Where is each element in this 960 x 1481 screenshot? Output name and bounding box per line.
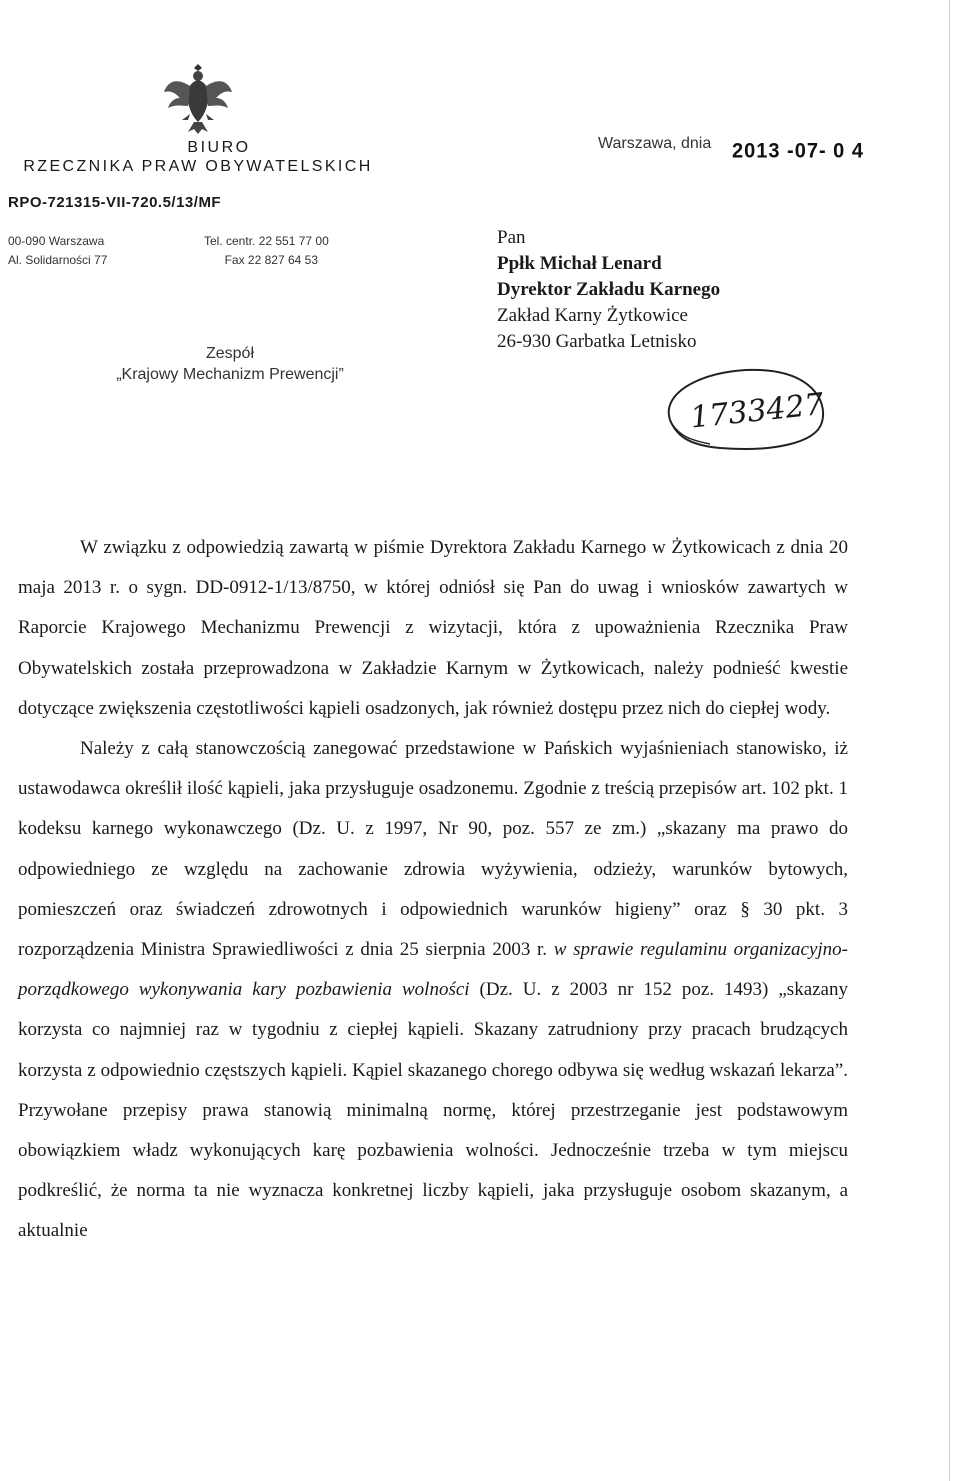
recipient-salutation: Pan [497, 227, 526, 248]
team-line-1: Zespół [205, 345, 255, 362]
regulation-title: w sprawie regulaminu organizacyjno-porządkowego wykonywania kary pozbawienia wolności [18, 939, 848, 1001]
recipient-title: Dyrektor Zakładu Karnego [497, 279, 721, 300]
fax-number: Fax 22 827 64 53 [224, 253, 318, 267]
letter-body [18, 528, 848, 1252]
postal-address [8, 232, 107, 270]
team-name [80, 343, 380, 385]
address-line-1: 00-090 Warszawa [8, 234, 105, 248]
recipient-block [497, 225, 720, 355]
registration-number: 1733427 [688, 386, 826, 436]
registration-stamp [650, 360, 830, 458]
team-line-2: „Krajowy Mechanizm Prewencji” [116, 366, 344, 383]
paragraph-2 [18, 729, 848, 1252]
date-label: Warszawa, dnia [598, 135, 712, 152]
recipient-institution: Zakład Karny Żytkowice [497, 305, 688, 326]
office-name [8, 138, 388, 176]
recipient-address: 26-930 Garbatka Letnisko [497, 331, 697, 352]
contact-numbers [204, 232, 329, 270]
date-stamp: 2013 -07- 0 4 [732, 139, 864, 163]
reference-number: RPO-721315-VII-720.5/13/MF [8, 194, 222, 211]
paragraph-1: W związku z odpowiedzią zawartą w piśmie Dyrektora Zakładu Karnego w Żytkowicach z dnia 20 maja 2013 r. o sygn. DD-0912-1/13/8750, w której odniósł się Pan do uwag i wniosków zawartych w Raporcie Krajowego Mechanizmu Prewencji z wizytacji, która z upoważnienia Rzecznika Praw Obywatelskich została przeprowadzona w Zakładzie Karnym w Żytkowicach, należy podnieść kwestie dotyczące zwiększenia częstotliwości kąpieli osadzonych, jak również dostępu przez nich do ciepłej wody. [18, 537, 848, 719]
phone-number: Tel. centr. 22 551 77 00 [204, 234, 329, 248]
paragraph-2-part-b: (Dz. U. z 2003 nr 152 poz. 1493) „skazany korzysta co najmniej raz w tygodniu z ciepłej kąpieli. Skazany zatrudniony przy pracach brudzących korzysta z odpowiednio częstszych kąpieli. Kąpiel skazanego chorego odbywa się według wskazań lekarza”. Przywołane przepisy prawa stanowią minimalną normę, której przestrzeganie jest podstawowym obowiązkiem władz wykonujących karę pozbawienia wolności. Jednocześnie trzeba w tym miejscu podkreślić, że norma ta nie wyznacza konkretnej liczby kąpieli, jaka przysługuje osobom skazanym, a aktualnie [18, 979, 848, 1242]
office-line-2: RZECZNIKA PRAW OBYWATELSKICH [23, 158, 373, 175]
address-line-2: Al. Solidarności 77 [8, 253, 108, 267]
recipient-name: Ppłk Michał Lenard [497, 253, 662, 274]
scan-edge-line [949, 0, 950, 1481]
eagle-emblem-icon [160, 58, 236, 136]
paragraph-2-part-a: Należy z całą stanowczością zanegować przedstawione w Pańskich wyjaśnieniach stanowisko, iż ustawodawca określił ilość kąpieli, jaka przysługuje osadzonemu. Zgodnie z treścią przepisów art. 102 pkt. 1 kodeksu karnego wykonawczego (Dz. U. z 1997, Nr 90, poz. 557 ze zm.) „skazany ma prawo do odpowiedniego ze względu na zachowanie zdrowia wyżywienia, odzieży, warunków bytowych, pomieszczeń oraz świadczeń zdrowotnych i odpowiednich warunków higieny” oraz § 30 pkt. 3 rozporządzenia Ministra Sprawiedliwości z dnia 25 sierpnia 2003 r. [18, 738, 848, 961]
office-line-1: BIURO [187, 139, 251, 156]
